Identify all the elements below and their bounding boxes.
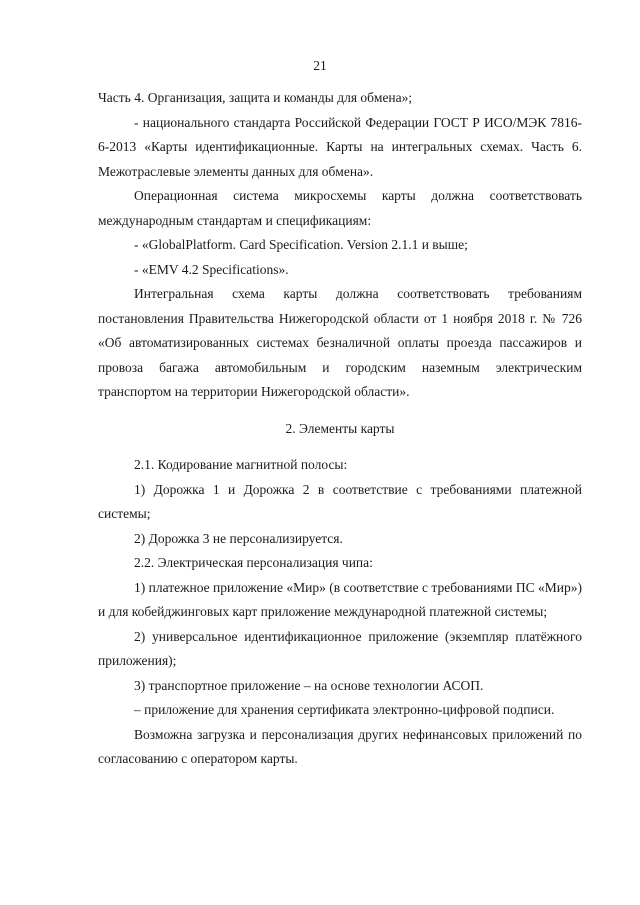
paragraph: - национального стандарта Российской Федерации ГОСТ Р ИСО/МЭК 7816-6-2013 «Карты идентификационные. Карты на интегральных схемах. Часть 6. Межотраслевые элементы данных для обмена». [98, 114, 582, 179]
paragraph: Часть 4. Организация, защита и команды для обмена»; [98, 90, 413, 105]
list-item: 3) транспортное приложение – на основе технологии АСОП. [134, 677, 484, 693]
page-number: 21 [313, 58, 327, 73]
paragraph: Возможна загрузка и персонализация других нефинансовых приложений по согласованию с оператором карты. [98, 726, 582, 766]
list-item: 2) Дорожка 3 не персонализируется. [134, 530, 343, 546]
list-item: - «EMV 4.2 Specifications». [134, 261, 289, 277]
list-item: 1) Дорожка 1 и Дорожка 2 в соответствие с требованиями платежной системы; [98, 481, 582, 521]
list-item: - «GlobalPlatform. Card Specification. Version 2.1.1 и выше; [134, 237, 468, 252]
section-heading: 2. Элементы карты [285, 420, 395, 436]
list-item: 1) платежное приложение «Мир» (в соответствие с требованиями ПС «Мир») и для кобейджинговых карт приложение международной платежной системы; [98, 579, 582, 619]
paragraph: 2.2. Электрическая персонализация чипа: [134, 555, 373, 570]
paragraph: Интегральная схема карты должна соответствовать требованиям постановления Правительства Нижегородской области от 1 ноября 2018 г. № 726 «Об автоматизированных системах безналичной оплаты проезда пассажиров и провоза багажа автомобильным и городским наземным электрическим транспортом на территории Нижегородской области». [98, 286, 582, 399]
document-body [98, 86, 582, 772]
paragraph: 2.1. Кодирование магнитной полосы: [134, 457, 348, 472]
paragraph: Операционная система микросхемы карты должна соответствовать международным стандартам и спецификациям: [98, 188, 582, 228]
list-item: 2) универсальное идентификационное приложение (экземпляр платёжного приложения); [98, 628, 582, 668]
list-item: – приложение для хранения сертификата электронно-цифровой подписи. [134, 702, 555, 717]
